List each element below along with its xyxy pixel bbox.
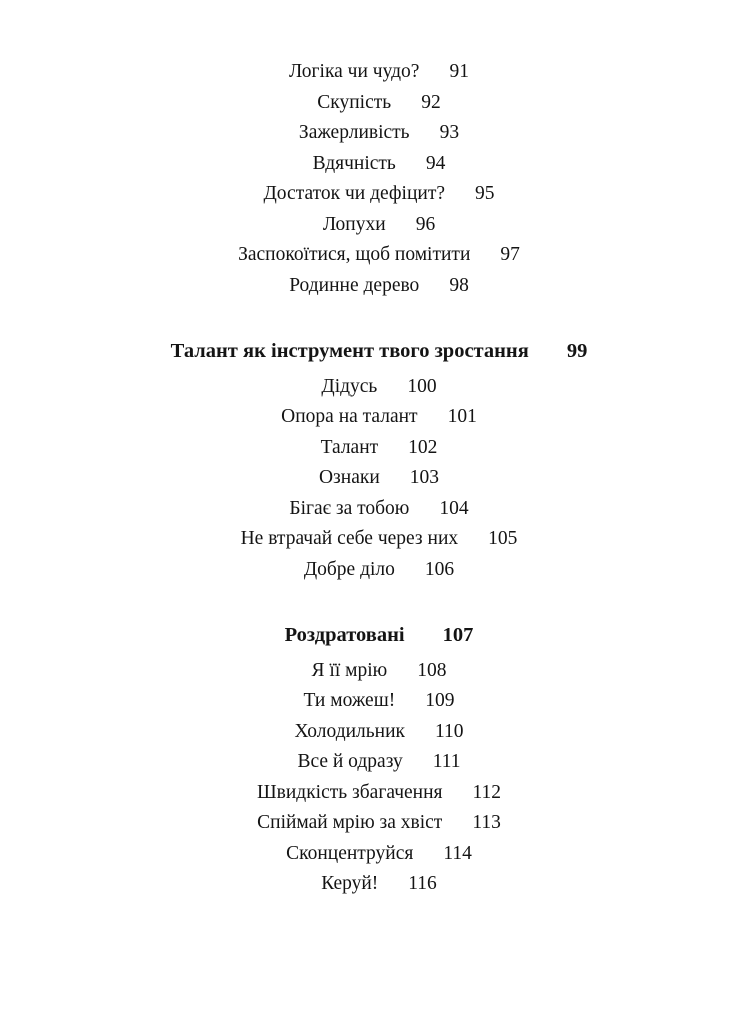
toc-entry-page: 95 [475,183,495,204]
toc-entry-page: 104 [439,497,469,519]
toc-entry [16,118,742,149]
toc-entry-title: Все й одразу [297,751,403,772]
toc-section-header [16,620,742,651]
toc-entry [16,808,742,839]
toc-entry [16,717,742,748]
toc-entry-page: 102 [408,436,438,458]
toc-entry [16,402,742,433]
toc-entry-page: 96 [415,213,436,235]
toc-entry-title: Сконцентруйся [286,842,414,864]
toc-entry-page: 103 [409,467,440,488]
toc-section [16,57,742,301]
toc-entry-title: Ти можеш! [303,690,396,711]
toc-entry-title: Керуй! [321,873,379,894]
toc-entry-title: Заспокоїтися, щоб помітити [238,244,471,265]
toc-entry-page: 106 [424,558,455,580]
toc-section-header-title: Роздратовані [284,624,405,646]
toc-entry-title: Спіймай мрію за хвіст [257,812,443,833]
toc-entry [16,494,742,525]
toc-entry-page: 94 [425,152,446,174]
toc-entry-title: Не втрачай себе через них [240,528,459,549]
toc-entry [16,524,742,555]
toc-entry [16,839,742,870]
toc-entry-title: Лопухи [322,213,386,235]
toc-entry-title: Талант [320,436,379,458]
toc-entry-page: 105 [488,528,518,549]
toc-entry [16,433,742,464]
toc-entry-page: 112 [472,781,502,803]
toc-entry [16,240,742,271]
toc-section [16,620,742,900]
toc-entry-title: Швидкість збагачення [256,781,443,803]
toc-entry-title: Достаток чи дефіцит? [263,183,445,204]
toc-section-header [16,336,742,367]
toc-entry-page: 97 [500,244,520,265]
toc-entry-page: 109 [425,690,455,711]
toc-entry [16,149,742,180]
toc-entry-page: 110 [435,720,464,742]
toc-entry [16,747,742,778]
toc-entry-page: 91 [449,61,469,82]
toc-entry-title: Зажерливість [298,122,410,143]
toc-entry [16,656,742,687]
toc-entry-title: Скупість [317,91,392,113]
toc-entry [16,271,742,302]
toc-section-header-title: Талант як інструмент твого зростання [170,340,529,362]
toc-entry-title: Родинне дерево [289,274,420,296]
toc-entry [16,57,742,88]
toc-entry [16,686,742,717]
toc-entry [16,88,742,119]
toc-section [16,336,742,585]
toc-entry-page: 111 [432,751,461,772]
toc-entry [16,463,742,494]
toc-section-header-page: 107 [442,624,474,646]
toc-entry-title: Вдячність [312,152,396,174]
toc-entry-title: Дідусь [321,375,378,397]
toc-entry-page: 101 [447,406,477,427]
toc-entry-page: 92 [421,91,441,113]
toc-entry-page: 114 [443,842,472,864]
toc-entry-title: Ознаки [318,467,380,488]
toc-entry [16,869,742,900]
toc-entry-title: Бігає за тобою [289,497,410,519]
toc-entry [16,778,742,809]
toc-entry-page: 113 [472,812,501,833]
toc-section-header-page: 99 [566,340,588,362]
toc-entry-title: Логіка чи чудо? [289,61,420,82]
toc-entry-title: Холодильник [294,720,406,742]
toc-entry [16,210,742,241]
toc-entry-page: 100 [407,375,437,397]
toc-entry [16,372,742,403]
toc-entry-page: 93 [439,122,460,143]
toc-entry-page: 98 [449,274,469,296]
toc-entry [16,555,742,586]
toc-entry-title: Я її мрію [311,659,388,681]
toc-entry-page: 108 [417,659,447,681]
toc-entry-title: Опора на талант [281,406,418,427]
toc-entry-page: 116 [408,873,437,894]
toc-entry-title: Добре діло [303,558,395,580]
toc-entry [16,179,742,210]
